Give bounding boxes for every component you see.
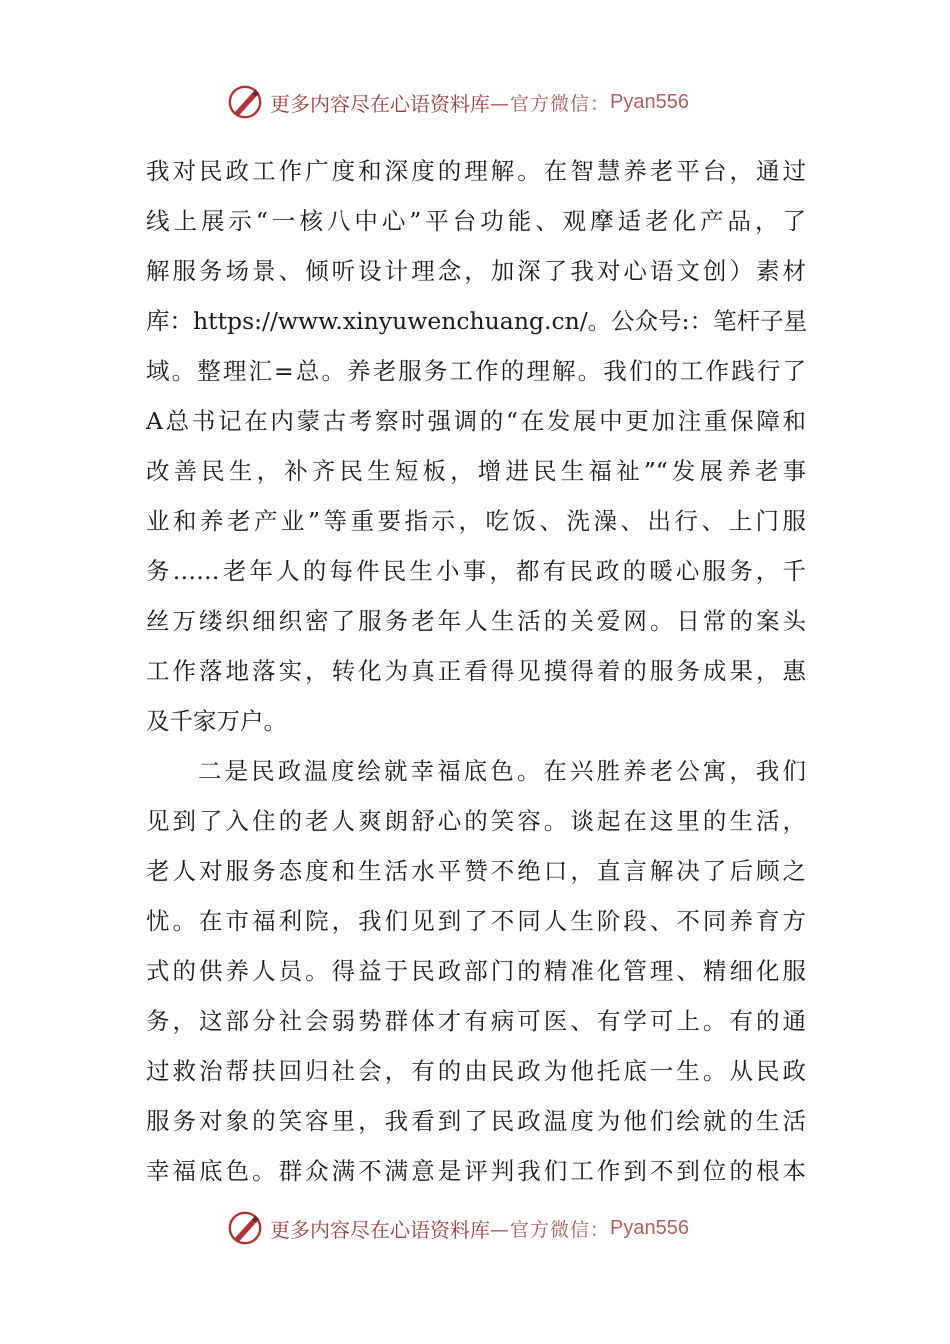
text-line: 我对民政工作广度和深度的理解。在智慧养老平台，通过 bbox=[146, 157, 806, 185]
text-line: 线上展示“一核八中心”平台功能、观摩适老化产品，了 bbox=[146, 207, 806, 235]
text-line: 工作落地落实，转化为真正看得见摸得着的服务成果，惠 bbox=[146, 657, 806, 685]
text-line: A总书记在内蒙古考察时强调的“在发展中更加注重保障和 bbox=[146, 407, 806, 435]
text-line: 务……老年人的每件民生小事，都有民政的暖心服务，千 bbox=[146, 557, 806, 585]
body-text bbox=[146, 146, 806, 1196]
banner-wechat-id: Pyan556 bbox=[610, 90, 689, 113]
footer-banner bbox=[226, 1208, 689, 1248]
banner-title: 更多内容尽在心语资料库 bbox=[270, 91, 490, 116]
pen-logo-icon bbox=[226, 83, 264, 121]
paragraph-start-line: 二是民政温度绘就幸福底色。在兴胜养老公寓，我们 bbox=[198, 757, 806, 785]
text-line: 丝万缕织细织密了服务老年人生活的关爱网。日常的案头 bbox=[146, 607, 806, 635]
pen-logo-icon bbox=[226, 1209, 264, 1247]
text-line: 域。整理汇=总。养老服务工作的理解。我们的工作践行了 bbox=[146, 357, 806, 385]
text-line: 忧。在市福利院，我们见到了不同人生阶段、不同养育方 bbox=[146, 907, 806, 935]
text-line: 过救治帮扶回归社会，有的由民政为他托底一生。从民政 bbox=[146, 1057, 806, 1085]
text-line: 及千家万户。 bbox=[146, 707, 287, 735]
text-line: 改善民生，补齐民生短板，增进民生福祉”“发展养老事 bbox=[146, 457, 806, 485]
text-line: 务，这部分社会弱势群体才有病可医、有学可上。有的通 bbox=[146, 1007, 806, 1035]
text-line: 库：https://www.xinyuwenchuang.cn/。公众号:：笔杆子星 bbox=[146, 307, 808, 335]
banner-subtitle: —官方微信： bbox=[490, 92, 611, 115]
text-line: 幸福底色。群众满不满意是评判我们工作到不到位的根本 bbox=[146, 1157, 806, 1185]
banner-wechat-id: Pyan556 bbox=[610, 1216, 689, 1239]
header-banner bbox=[226, 82, 689, 122]
banner-title: 更多内容尽在心语资料库 bbox=[270, 1217, 490, 1242]
text-line: 解服务场景、倾听设计理念，加深了我对心语文创）素材 bbox=[146, 257, 806, 285]
text-line: 服务对象的笑容里，我看到了民政温度为他们绘就的生活 bbox=[146, 1107, 806, 1135]
text-line: 业和养老产业”等重要指示，吃饭、洗澡、出行、上门服 bbox=[146, 507, 806, 535]
banner-subtitle: —官方微信： bbox=[490, 1218, 611, 1241]
text-line: 老人对服务态度和生活水平赞不绝口，直言解决了后顾之 bbox=[146, 857, 806, 885]
text-line: 见到了入住的老人爽朗舒心的笑容。谈起在这里的生活， bbox=[146, 807, 806, 835]
text-line: 式的供养人员。得益于民政部门的精准化管理、精细化服 bbox=[146, 957, 806, 985]
